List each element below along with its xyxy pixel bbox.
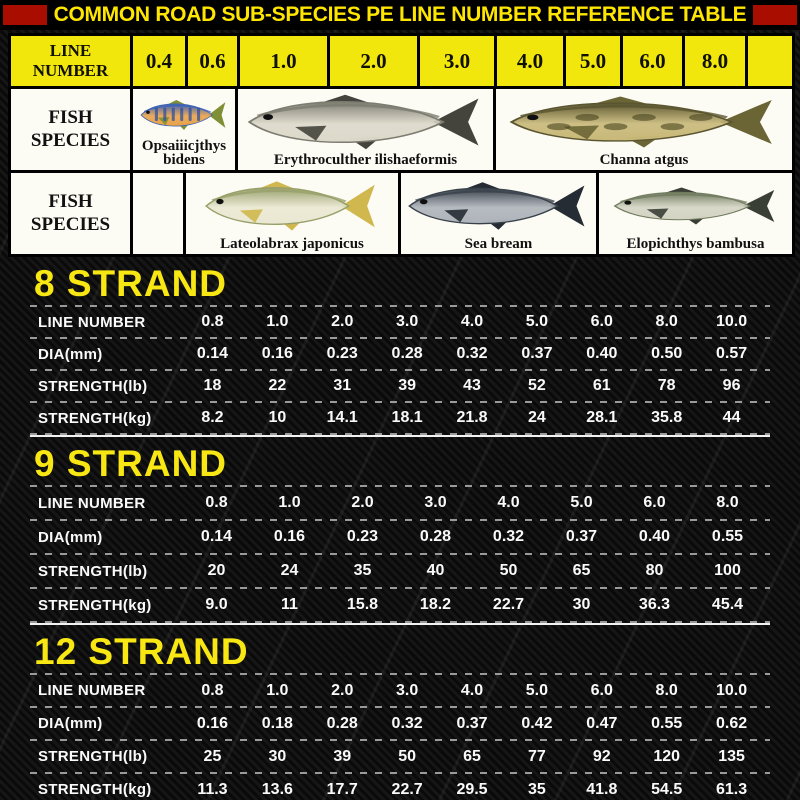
line-number-value-cell: 4.0 (497, 36, 566, 86)
fish-cell (133, 89, 238, 170)
strand-table-row (30, 589, 770, 621)
strand-value-cell: 18.1 (391, 409, 423, 426)
strand-value-cell: 30 (268, 747, 287, 765)
strand-value-cell: 0.16 (261, 345, 293, 362)
strand-value-cell: 0.55 (651, 714, 683, 732)
fish-icon (609, 185, 783, 227)
strand-row-label: STRENGTH(kg) (38, 781, 152, 798)
strand-table-row (30, 371, 770, 401)
strand-value-cell: 80 (645, 562, 664, 579)
strand-value-cell: 0.32 (492, 528, 525, 545)
title-bar (0, 0, 800, 30)
strand-value-cell: 0.37 (521, 345, 553, 362)
strand-row-values (180, 409, 770, 427)
strand-table-row (30, 521, 770, 553)
fish-icon (403, 179, 594, 233)
strand-value-cell: 13.6 (261, 780, 293, 798)
solid-divider (30, 623, 770, 625)
strand-value-cell: 43 (463, 377, 481, 394)
strand-value-cell: 1.0 (278, 494, 301, 511)
strand-value-cell: 0.14 (196, 345, 229, 362)
strand-value-cell: 24 (528, 409, 546, 426)
fish-name-label: Channa atgus (599, 151, 689, 168)
strand-row-values (180, 528, 770, 546)
strand-title: 8 STRAND (34, 263, 228, 304)
fish-image-wrap (403, 175, 594, 237)
line-number-value-cell: 0.6 (188, 36, 240, 86)
strand-value-cell: 61 (592, 377, 611, 394)
strand-value-cell: 0.8 (201, 313, 224, 330)
fish-name-label: Opsaiiicjthys bidens (141, 137, 227, 168)
strand-row-values (180, 682, 770, 700)
strand-value-cell: 65 (463, 747, 481, 765)
strand-row-label: STRENGTH(lb) (38, 562, 148, 580)
line-number-value-cell: 3.0 (420, 36, 497, 86)
strand-row-values (180, 596, 770, 614)
strand-value-cell: 5.0 (525, 313, 549, 330)
strand-table-row (30, 774, 770, 800)
fish-image-wrap (498, 91, 790, 153)
strand-value-cell: 6.0 (590, 681, 613, 699)
fish-cell (599, 173, 792, 254)
strand-value-cell: 1.0 (266, 313, 289, 330)
strand-value-cell: 11.3 (197, 780, 228, 798)
strand-value-cell: 0.37 (565, 528, 598, 545)
line-number-value-cell: 5.0 (566, 36, 623, 86)
fish-cell (238, 89, 496, 170)
strand-value-cell: 50 (398, 747, 417, 765)
strand-value-cell: 1.0 (266, 681, 289, 699)
fish-cell (496, 89, 792, 170)
strand-value-cell: 0.14 (200, 528, 233, 545)
strand-value-cell: 92 (592, 747, 611, 765)
strand-value-cell: 2.0 (331, 681, 354, 699)
strand-value-cell: 14.1 (326, 409, 358, 426)
strand-value-cell: 18 (203, 377, 222, 394)
fish-name-label: Elopichthys bambusa (626, 235, 765, 252)
strand-value-cell: 5.0 (570, 494, 593, 511)
strand-value-cell: 40 (426, 562, 445, 579)
strand-value-cell: 3.0 (395, 681, 419, 699)
strand-row-values (180, 748, 770, 766)
strand-title: 12 STRAND (34, 631, 249, 672)
strand-row-label: STRENGTH(lb) (38, 377, 148, 395)
strand-row-label: STRENGTH(kg) (38, 409, 152, 427)
fish-cell (133, 173, 186, 254)
strand-value-cell: 44 (722, 409, 741, 426)
red-accent-right (753, 5, 797, 25)
strand-sections (0, 263, 800, 800)
strand-value-cell: 29.5 (456, 780, 488, 798)
strand-table-row (30, 487, 770, 519)
strand-value-cell: 22 (268, 377, 287, 394)
strand-table (30, 673, 770, 800)
strand-value-cell: 15.8 (346, 596, 379, 613)
strand-value-cell: 0.40 (638, 528, 671, 545)
strand-value-cell: 0.55 (711, 528, 744, 545)
species-table (8, 33, 795, 257)
strand-value-cell: 39 (333, 747, 352, 765)
strand-value-cell: 4.0 (460, 313, 484, 330)
strand-row-label: DIA(mm) (38, 345, 103, 363)
fish-icon (138, 98, 230, 132)
line-number-header-row (11, 36, 792, 86)
strand-value-cell: 9.0 (205, 596, 228, 613)
strand-value-cell: 25 (203, 747, 222, 765)
strand-row-values (180, 494, 770, 512)
strand-table-row (30, 555, 770, 587)
strand-value-cell: 5.0 (525, 681, 549, 699)
strand-value-cell: 52 (528, 377, 546, 394)
line-number-header-cell: LINE NUMBER (11, 36, 133, 86)
strand-row-values (180, 313, 770, 331)
line-number-value-cell: 2.0 (330, 36, 420, 86)
strand-title: 9 STRAND (34, 443, 228, 484)
fish-name-label: Erythroculther ilishaeformis (273, 151, 458, 168)
fish-cell (186, 173, 401, 254)
page-title: COMMON ROAD SUB-SPECIES PE LINE NUMBER REFERENCE TABLE (53, 3, 747, 26)
strand-table (30, 305, 770, 435)
strand-value-cell: 135 (718, 747, 745, 765)
strand-value-cell: 39 (398, 377, 417, 394)
fish-cell (401, 173, 599, 254)
strand-value-cell: 6.0 (643, 494, 666, 511)
strand-value-cell: 36.3 (638, 596, 671, 613)
strand-row-label: LINE NUMBER (38, 313, 146, 331)
strand-value-cell: 0.32 (456, 345, 488, 362)
strand-value-cell: 0.8 (201, 681, 224, 699)
strand-value-cell: 35 (528, 780, 546, 798)
fish-icon (241, 91, 491, 153)
strand-value-cell: 0.16 (196, 714, 229, 732)
strand-value-cell: 0.40 (586, 345, 618, 362)
fish-image-wrap (240, 91, 491, 153)
strand-row-values (180, 715, 770, 733)
strand-value-cell: 21.8 (456, 409, 488, 426)
red-accent-left (3, 5, 47, 25)
strand-row-values (180, 562, 770, 580)
fish-species-label-cell: FISH SPECIES (11, 89, 133, 170)
strand-table-row (30, 403, 770, 433)
strand-value-cell: 3.0 (395, 313, 419, 330)
strand-value-cell: 0.62 (716, 714, 748, 732)
strand-value-cell: 61.3 (716, 780, 748, 798)
strand-value-cell: 45.4 (711, 596, 744, 613)
strand-value-cell: 100 (714, 562, 741, 579)
strand-value-cell: 96 (722, 377, 741, 394)
strand-table-row (30, 708, 770, 739)
strand-row-label: DIA(mm) (38, 715, 103, 732)
strand-table-row (30, 741, 770, 772)
strand-value-cell: 35 (353, 562, 372, 579)
strand-row-values (180, 781, 770, 799)
strand-value-cell: 18.2 (419, 596, 452, 613)
line-number-value-cell: 6.0 (623, 36, 685, 86)
strand-value-cell: 0.28 (391, 345, 423, 362)
strand-value-cell: 78 (657, 377, 676, 394)
strand-value-cell: 54.5 (651, 780, 683, 798)
strand-value-cell: 4.0 (497, 494, 520, 511)
strand-section-12 (0, 631, 800, 800)
strand-row-values (180, 345, 770, 363)
strand-row-label: STRENGTH(lb) (38, 748, 148, 765)
fish-image-wrap (135, 91, 233, 139)
strand-value-cell: 0.57 (716, 345, 748, 362)
strand-value-cell: 35.8 (651, 409, 683, 426)
strand-value-cell: 8.0 (655, 681, 678, 699)
strand-section-8 (0, 263, 800, 437)
strand-value-cell: 20 (207, 562, 226, 579)
strand-value-cell: 0.23 (326, 345, 358, 362)
strand-row-label: LINE NUMBER (38, 494, 146, 512)
strand-value-cell: 0.28 (419, 528, 452, 545)
strand-value-cell: 65 (572, 562, 591, 579)
strand-value-cell: 8.0 (655, 313, 678, 330)
strand-value-cell: 2.0 (331, 313, 354, 330)
strand-value-cell: 0.28 (326, 714, 358, 732)
strand-value-cell: 0.18 (261, 714, 293, 732)
strand-table-row (30, 675, 770, 706)
strand-value-cell: 3.0 (424, 494, 447, 511)
strand-value-cell: 0.50 (651, 345, 683, 362)
strand-value-cell: 0.32 (391, 714, 423, 732)
strand-value-cell: 8.2 (201, 409, 224, 426)
strand-value-cell: 22.7 (391, 780, 423, 798)
strand-value-cell: 8.0 (716, 494, 739, 511)
fish-image-wrap (601, 175, 790, 237)
strand-value-cell: 0.16 (273, 528, 306, 545)
fish-species-row (11, 170, 792, 254)
strand-value-cell: 4.0 (460, 681, 484, 699)
strand-value-cell: 0.47 (586, 714, 618, 732)
fish-name-label: Lateolabrax japonicus (220, 235, 364, 252)
fish-image-wrap (188, 175, 396, 237)
strand-value-cell: 0.37 (456, 714, 488, 732)
solid-divider (30, 435, 770, 437)
strand-value-cell: 24 (280, 562, 299, 579)
line-number-value-cell: 0.4 (133, 36, 188, 86)
strand-value-cell: 10 (268, 409, 287, 426)
strand-value-cell: 2.0 (351, 494, 374, 511)
line-number-value-cell: 1.0 (240, 36, 330, 86)
line-number-value-cell: 8.0 (685, 36, 748, 86)
line-number-filler-cell (748, 36, 792, 86)
strand-value-cell: 31 (333, 377, 352, 394)
strand-value-cell: 30 (572, 596, 591, 613)
strand-section-9 (0, 443, 800, 625)
fish-icon (200, 178, 384, 234)
strand-row-label: LINE NUMBER (38, 682, 146, 699)
strand-value-cell: 50 (499, 562, 518, 579)
strand-value-cell: 0.8 (205, 494, 228, 511)
strand-row-values (180, 377, 770, 395)
strand-table (30, 485, 770, 623)
strand-value-cell: 10.0 (716, 313, 748, 330)
strand-value-cell: 0.42 (521, 714, 553, 732)
strand-value-cell: 6.0 (590, 313, 613, 330)
strand-value-cell: 10.0 (716, 681, 748, 699)
strand-value-cell: 11 (281, 596, 298, 613)
fish-species-row (11, 86, 792, 170)
fish-name-label: Sea bream (464, 235, 533, 252)
strand-value-cell: 41.8 (586, 780, 618, 798)
strand-row-label: STRENGTH(kg) (38, 596, 152, 614)
fish-icon (502, 93, 786, 151)
strand-table-row (30, 339, 770, 369)
strand-value-cell: 120 (653, 747, 681, 765)
fish-species-label-cell: FISH SPECIES (11, 173, 133, 254)
strand-table-row (30, 307, 770, 337)
strand-value-cell: 28.1 (586, 409, 618, 426)
strand-value-cell: 0.23 (346, 528, 379, 545)
strand-row-label: DIA(mm) (38, 528, 103, 546)
strand-value-cell: 17.7 (326, 780, 358, 798)
strand-value-cell: 77 (528, 747, 546, 765)
strand-value-cell: 22.7 (492, 596, 525, 613)
